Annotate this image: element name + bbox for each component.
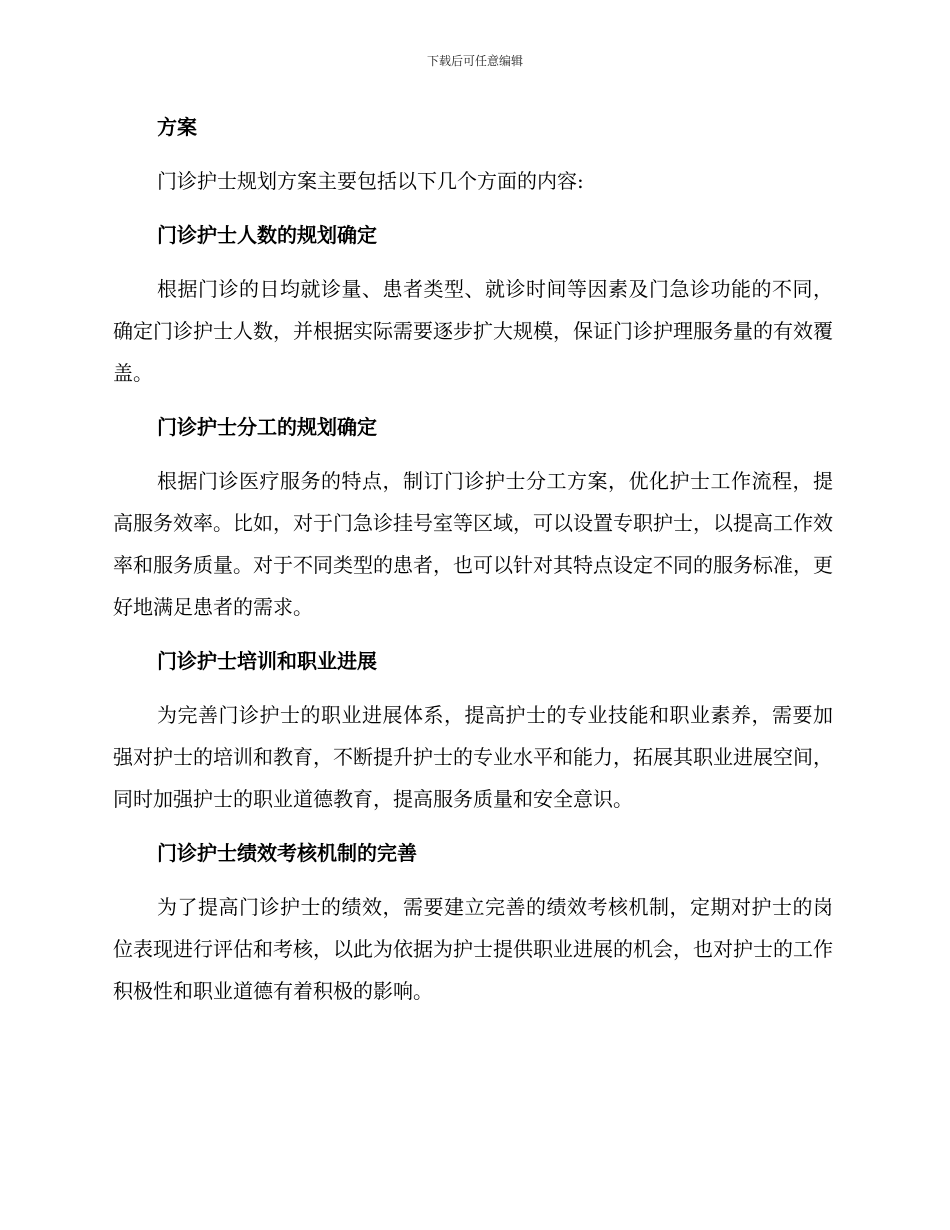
spacer: [113, 682, 833, 694]
page-header-note: 下载后可任意编辑: [426, 54, 523, 68]
intro-paragraph: 门诊护士规划方案主要包括以下几个方面的内容:: [157, 169, 584, 193]
spacer: [113, 202, 833, 214]
spacer: [113, 448, 833, 460]
spacer: [113, 628, 833, 640]
section-heading-staffing: 门诊护士人数的规划确定: [157, 223, 377, 247]
spacer: [113, 148, 833, 160]
section-body-training: 为完善门诊护士的职业进展体系，提高护士的专业技能和职业素养，需要加强对护士的培训和教育，不断提升护士的专业水平和能力，拓展其职业进展空间，同时加强护士的职业道德教育，提高服务质量和安全意识。: [113, 703, 833, 811]
section-body-performance: 为了提高门诊护士的绩效，需要建立完善的绩效考核机制，定期对护士的岗位表现进行评估和考核，以此为依据为护士提供职业进展的机会，也对护士的工作积极性和职业道德有着积极的影响。: [113, 895, 833, 1003]
section-heading-performance: 门诊护士绩效考核机制的完善: [157, 841, 417, 865]
section-heading-division: 门诊护士分工的规划确定: [157, 415, 377, 439]
section-heading-training: 门诊护士培训和职业进展: [157, 649, 377, 673]
document-body: [113, 106, 833, 1012]
document-title: 方案: [157, 115, 197, 139]
spacer: [113, 820, 833, 832]
section-body-staffing: 根据门诊的日均就诊量、患者类型、就诊时间等因素及门急诊功能的不同，确定门诊护士人数，并根据实际需要逐步扩大规模，保证门诊护理服务量的有效覆盖。: [113, 277, 833, 385]
section-body-division: 根据门诊医疗服务的特点，制订门诊护士分工方案，优化护士工作流程，提高服务效率。比如，对于门急诊挂号室等区域，可以设置专职护士，以提高工作效率和服务质量。对于不同类型的患者，也可以针对其特点设定不同的服务标准，更好地满足患者的需求。: [113, 469, 833, 619]
spacer: [113, 394, 833, 406]
spacer: [113, 256, 833, 268]
spacer: [113, 874, 833, 886]
